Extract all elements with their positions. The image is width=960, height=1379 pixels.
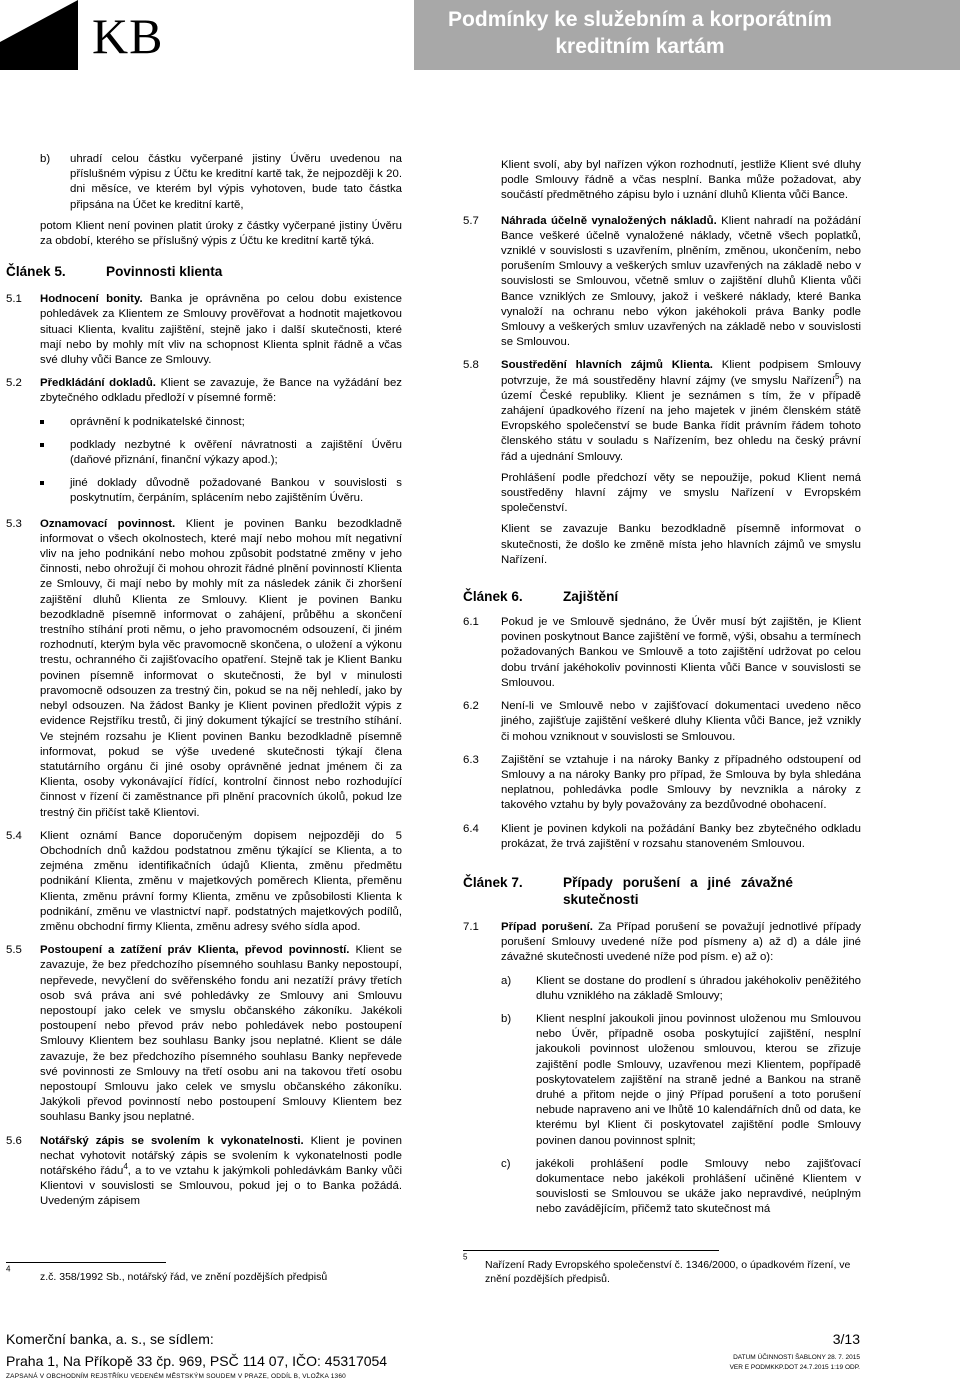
footnote-ref: 5 bbox=[835, 371, 840, 381]
template-version: VER E PODMKKP.DOT 24.7.2015 1:19 ODP. bbox=[729, 1364, 860, 1371]
section-text: Banka je oprávněna po celou dobu existence pohledávek za Klientem ze Smlouvy prověřovat a hodnotit majetkovou situaci Klienta, kvalitu zajištění, stejně jako i další skutečnosti, které mají nebo by mohly mít vliv na schopnost Klienta splnit řádně a včas své dluhy vůči Bance ze Smlouvy. bbox=[40, 293, 402, 367]
section-number: 5.5 bbox=[6, 944, 22, 957]
section-number: 7.1 bbox=[463, 920, 479, 933]
section-heading: Oznamovací povinnost. bbox=[40, 517, 176, 530]
paragraph-potom: potom Klient není povinen platit úroky z částky vyčerpané jistiny Úvěru za období, kterého se příslušný výpis z Účtu ke kreditní kartě týká. bbox=[40, 219, 402, 248]
bullet-item bbox=[40, 438, 402, 468]
section-5-7 bbox=[463, 214, 861, 351]
bullet-text: oprávnění k podnikatelské činnost; bbox=[70, 415, 245, 428]
section-text: , a to ve vztahu k jakýmkoli pohledávkám Banky vůči Klientovi v souvislosti se Smlouvou, pokud jej o to Banka požádá. Uvedeným zápisem bbox=[40, 1164, 402, 1208]
page-number: 3/13 bbox=[832, 1331, 860, 1347]
section-heading: Postoupení a zatížení práv Klienta, převod povinností. bbox=[40, 944, 350, 957]
footnote-ref: 4 bbox=[123, 1162, 128, 1172]
section-paragraph: Prohlášení podle předchozí věty se nepoužije, pokud Klient nemá soustředěny hlavní zájmy ve smyslu Nařízení v Evropském společenství. bbox=[501, 471, 861, 515]
footnote-4-text: z.č. 358/1992 Sb., notářský řád, ve znění pozdějších předpisů bbox=[40, 1271, 328, 1283]
paragraph-continuation: Klient svolí, aby byl nařízen výkon rozhodnutí, jestliže Klient své dluhy podle Smlouvy řádně a včas nesplní. Banka může požadovat, aby součástí předmětného zápisu bylo i uznání dluhů Klienta vůči Bance. bbox=[501, 159, 861, 202]
left-column bbox=[6, 152, 402, 1210]
footnote-separator bbox=[463, 1250, 719, 1251]
list-item-label: a) bbox=[501, 974, 512, 987]
footnote-separator bbox=[6, 1262, 166, 1263]
list-item bbox=[501, 1012, 861, 1149]
section-5-6 bbox=[6, 1134, 402, 1210]
right-column bbox=[463, 158, 861, 1218]
footer-registry: ZAPSANÁ V OBCHODNÍM REJSTŘÍKU VEDENÉM MĚSTSKÝM SOUDEM V PRAZE, ODDÍL B, VLOŽKA 1360 bbox=[6, 1373, 346, 1379]
section-number: 5.6 bbox=[6, 1134, 22, 1147]
list-item-text: jakékoli prohlášení podle Smlouvy nebo zajišťovací dokumentace nebo jakékoli prohlášení učiněné Klientem v souvislosti se Smlouvou se ukáže jako nepravdivé, neúplným nebo zavádějícím, přičemž tato skutečnost má bbox=[536, 1157, 861, 1216]
section-6-2 bbox=[463, 699, 861, 745]
footer-address: Praha 1, Na Příkopě 33 čp. 969, PSČ 114 07, IČO: 45317054 bbox=[6, 1353, 388, 1369]
list-item bbox=[501, 1157, 861, 1218]
section-6-4 bbox=[463, 822, 861, 852]
bullet-text: jiné doklady důvodně požadované Bankou v souvislosti s poskytnutím, čerpáním, splácením nebo zajištěním Úvěru. bbox=[70, 477, 402, 505]
bullet-item bbox=[40, 476, 402, 506]
bullet-icon bbox=[40, 476, 70, 506]
section-text: Klient oznámí Bance doporučeným dopisem nejpozději do 5 Obchodních dnů každou podstatnou změnu týkající se Klienta, a to zejména změnu identifikačních údajů Klienta, změnu předmětu podnikání Klienta, změnu v majetkových poměrech Klienta, přeměnu Klienta, změnu právní formy Klienta, změnu ve způsobilosti Klienta k podnikání, změnu ve vlastnictví např. podstatných majetkových podílů, změnu obchodní firmy Klienta, změnu adresy svého sídla apod. bbox=[40, 829, 402, 933]
section-5-2 bbox=[6, 376, 402, 506]
section-number: 5.7 bbox=[463, 214, 479, 227]
list-item-text: Klient se dostane do prodlení s úhradou jakéhokoliv peněžitého dluhu vzniklého na základě Smlouvy; bbox=[536, 974, 861, 1002]
section-text: Klient se zavazuje, že bez předchozího písemného souhlasu Banky nepostoupí, nepřevede, nevyčlení do svěřenského fondu ani nezatíží právy třetích osob svá práva ani své pohledávky ze Smlouvy ani Smlouvu nepostoupí jako celek ve smyslu občanského zákoníku. Jakékoli postoupení nebo převod práv nebo pohledávek nebo postoupení Smlouvy Klientem bez souhlasu Banky jsou neplatné. Klient se dále zavazuje, že bez předchozího písemného souhlasu Banky nepřevede své povinnosti ze Smlouvy na třetí osobu ani na takovou třetí osobu nepostoupí Smlouvu jako celek ve smyslu občanského zákoníku. Jakýkoli převod povinností nebo postoupení Smlouvy Klientem bez souhlasu Banky jsou neplatné. bbox=[40, 944, 403, 1124]
bullet-icon bbox=[40, 438, 70, 468]
section-number: 5.2 bbox=[6, 377, 22, 390]
section-5-3 bbox=[6, 517, 402, 821]
section-number: 5.3 bbox=[6, 517, 22, 530]
section-number: 6.2 bbox=[463, 700, 479, 713]
section-number: 6.4 bbox=[463, 822, 479, 835]
section-text: Klient podpisem Smlouvy potvrzuje, že má soustředěny hlavní zájmy (ve smyslu Nařízení bbox=[501, 359, 861, 387]
section-number: 5.4 bbox=[6, 829, 22, 842]
list-item-text: uhradí celou částku vyčerpané jistiny Úvěru uvedenou na příslušném výpisu z Účtu ke kreditní kartě tak, že nejpozději k 20. dni měsíce, ve kterém byl výpis vyhotoven, bude tato částka připsána na Účet ke kreditní kartě, bbox=[70, 153, 402, 211]
section-heading: Případ porušení. bbox=[501, 920, 593, 933]
list-item-label: c) bbox=[501, 1157, 511, 1170]
section-text: Klient je povinen Banku bezodkladně informovat o všech okolnostech, které mají nebo mohou mít negativní vliv na jeho podnikání nebo mohou způsobit podstatné změny v jeho činnosti, nebo ohrožují či mohou ohrozit řádné plnění povinností Klienta ze Smlouvy, či mají nebo by mohly mít za následek zánik či zhoršení zajištění dluhů Klienta ze Smlouvy. Klient je povinen Banku bezodkladně písemně informovat o zahájení, průběhu a skončení trestního stíhání proti němu, o jeho pravomocném odsouzení, či jiném rozhodnutí, kterým byla věc pravomocně skončena, o uložení a výkonu trestu, ochranného či zajišťovacího opatření. Stejně tak je Klient Banku povinen písemně informovat o skutečnosti, že byl v minulosti pravomocně odsouzen za trestný čin, pokud se na něj nehledí, jako by nebyl odsouzen. Na žádost Banky je Klient povinen předložit výpis z evidence Rejstříku trestů, či jiný dokument týkající se trestního stíhání. Ve stejném rozsahu je Klient povinen Banku bezodkladně písemně informovat, pokud se výše uvedené skutečnosti týkají člena statutárního orgánu či jiné osoby oprávněné jednat jménem či za Klienta, osoby vykonávající řídící, kontrolní činnost nebo rozhodující činnost v řízení či zaměstnance při plnění pracovních úkolů, pokud lze trestný čin přičíst takě Klientovi. bbox=[40, 517, 402, 819]
section-heading: Hodnocení bonity. bbox=[40, 293, 143, 306]
section-text: Klient se zavazuje, že Bance na vyžádání bez zbytečného odkladu předloží v písemné formě: bbox=[40, 377, 402, 405]
article-6-heading bbox=[463, 588, 861, 605]
document-title: Podmínky ke služebním a korporátním kreditním kartám bbox=[448, 8, 832, 58]
section-heading: Náhrada účelně vynaložených nákladů. bbox=[501, 214, 717, 227]
footnote-4-number: 4 bbox=[6, 1264, 11, 1274]
section-5-4 bbox=[6, 829, 402, 935]
list-item-label: b) bbox=[40, 153, 51, 165]
page-footer-left bbox=[6, 1330, 606, 1379]
section-text: Klient nahradí na požádání Bance veškeré účelně vynaložené náklady, včetně všech poplatků, vzniklé v souvislosti s uzavřením, plněním, změnou, ukončením, nebo porušením Smlouvy a veškerých smluv uzavřených na základě nebo v souvislosti se Smlouvou, včetně smluv o zajištění dluhů Klienta vůči Bance vzniklých ze Smlouvy, jakož i veškeré náklady, které Banka vynaloží na ochranu nebo výkon jakéhokoli práva Banky podle Smlouvy a veškerých smluv uzavřených na základě nebo v souvislosti se Smlouvou. bbox=[501, 214, 862, 349]
page-footer-right bbox=[600, 1330, 860, 1372]
article-number: Článek 7. bbox=[463, 874, 523, 890]
section-number: 5.8 bbox=[463, 359, 479, 372]
section-heading: Soustředění hlavních zájmů Klienta. bbox=[501, 359, 713, 372]
section-text: Není-li ve Smlouvě nebo v zajišťovací dokumentaci uvedeno něco jiného, zajišťuje zajištění veškeré dluhy Klienta vůči Bance, jež vznikly či mohou vzniknout v souvislosti se Smlouvou. bbox=[501, 700, 861, 743]
bullet-icon bbox=[40, 415, 70, 430]
page-header bbox=[0, 0, 960, 70]
section-text: Pokud je ve Smlouvě sjednáno, že Úvěr musí být zajištěn, je Klient povinen poskytnout Bance zajištění ve formě, výši, obsahu a termínech požadovaných Bankou ve Smlouvě a toto zajištění udržovat po celou dobu trvání jakéhokoliv povinnosti Klienta vůči Bance v souvislosti se Smlouvou. bbox=[501, 616, 861, 689]
section-number: 6.1 bbox=[463, 616, 479, 629]
list-item bbox=[501, 974, 861, 1004]
section-paragraph: Klient se zavazuje Banku bezodkladně písemně informovat o skutečnosti, že došlo ke změně místa jeho hlavních zájmů ve smyslu Nařízení. bbox=[501, 523, 861, 566]
section-text: Zajištění se vztahuje i na nároky Banky z případného odstoupení od Smlouvy a na nároky Banky pro případ, že Smlouva by byla shledána neplatnou, pohledávka podle Smlouvy by nevznikla a nároky z takového vztahu by byly považovány za bezdůvodné obohacení. bbox=[501, 753, 861, 812]
bullet-item bbox=[40, 415, 402, 430]
section-text: Klient je povinen kdykoli na požádání Banky bez zbytečného odkladu prokázat, že trvá zajištění v rozsahu stanoveném Smlouvou. bbox=[501, 822, 861, 850]
article-title: Případy porušení a jiné závažné skutečnosti bbox=[563, 874, 793, 907]
section-5-1 bbox=[6, 292, 402, 368]
section-6-3 bbox=[463, 753, 861, 814]
kb-logo-text: KB bbox=[92, 8, 164, 64]
article-number: Článek 5. bbox=[6, 264, 66, 280]
section-5-8 bbox=[463, 358, 861, 568]
section-text: Za Případ porušení se považují jednotlivé případy porušení Smlouvy uvedené níže pod písmeny a) až d) a dále jiné závažné skutečnosti uvedené níže pod písm. e) až o): bbox=[501, 920, 861, 964]
bullet-text: podklady nezbytné k ověření návratnosti a zajištění Úvěru (daňové přiznání, finanční výkazy apod.); bbox=[70, 438, 402, 467]
list-item-label: b) bbox=[501, 1012, 512, 1025]
footnote-5-text: Nařízení Rady Evropského společenství č. 1346/2000, o úpadkovém řízení, ve znění pozdějších předpisů. bbox=[485, 1259, 851, 1285]
section-text: Klient je povinen nechat vyhotovit notářský zápis se svolením k vykonatelnosti podle notářského řádu bbox=[40, 1134, 402, 1177]
article-title: Povinnosti klienta bbox=[106, 264, 223, 280]
footer-company: Komerční banka, a. s., se sídlem: bbox=[6, 1331, 214, 1347]
list-item-text: Klient nesplní jakoukoli jinou povinnost uloženou mu Smlouvou nebo Úvěr, případně osoba poskytující zajištění, nesplní jakoukoli povinnost uloženou smlouvou, kterou se zřizuje zajištění podle Smlouvy, uzavřenou mezi Klientem, popřípadě poskytovatelem zajištění na straně jedné a Bankou na straně druhé a přitom nejde o jiný Případ porušení a toto porušení nebude napraveno ani ve lhůtě 10 kalendářních dnů od data, ke kterému byl Klient či poskytovatel zajištění podle Smlouvy povinen danou povinnost splnit; bbox=[536, 1012, 861, 1147]
section-heading: Notářský zápis se svolením k vykonatelnosti. bbox=[40, 1134, 304, 1147]
section-heading: Předkládání dokladů. bbox=[40, 377, 156, 390]
title-banner bbox=[414, 0, 960, 70]
article-title: Zajištění bbox=[563, 589, 619, 605]
section-number: 5.1 bbox=[6, 293, 22, 306]
section-6-1 bbox=[463, 615, 861, 691]
template-date: DATUM ÚČINNOSTI ŠABLONY 28. 7. 2015 bbox=[733, 1354, 860, 1361]
kb-logo-mark bbox=[0, 0, 78, 70]
section-number: 6.3 bbox=[463, 753, 479, 766]
section-7-1 bbox=[463, 920, 861, 1218]
footnote-5-number: 5 bbox=[463, 1252, 468, 1262]
section-text: ) na území České republiky. Klient je seznámen s tím, že v případě zahájení úpadkového řízení na jeho majetek v jiném členském státě Evropského společenství se bude Banka řídit právním řádem tohoto členského státu v souladu s Nařízením, bez ohledu na český právní řád a ujednání Smlouvy. bbox=[501, 374, 861, 463]
section-5-5 bbox=[6, 943, 402, 1125]
list-item-b bbox=[6, 152, 402, 213]
article-5-heading bbox=[6, 263, 402, 280]
article-number: Článek 6. bbox=[463, 589, 523, 605]
article-7-heading bbox=[463, 874, 861, 908]
